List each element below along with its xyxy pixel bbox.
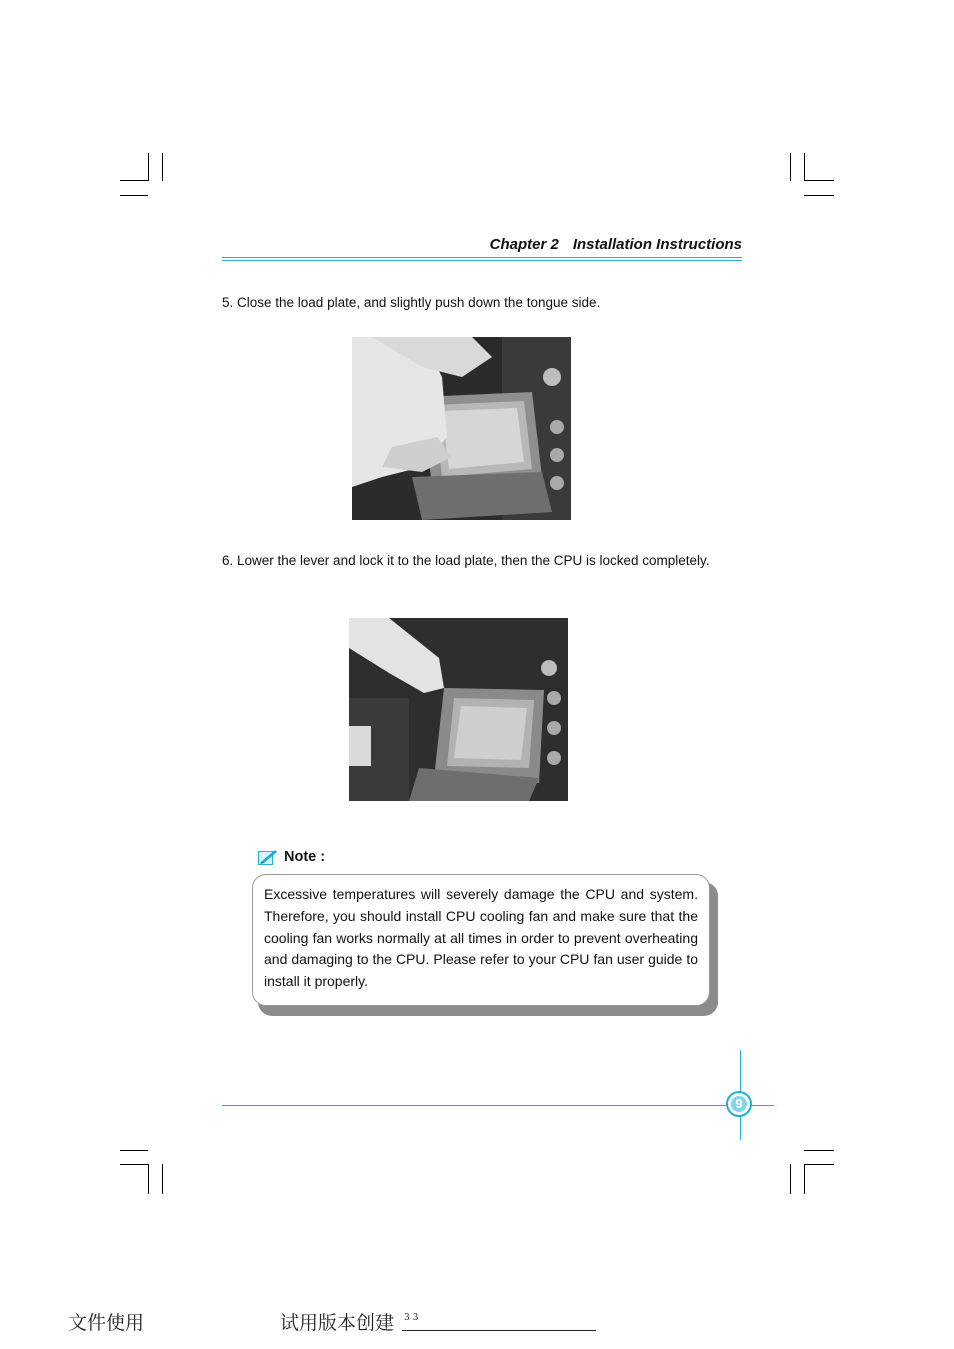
chapter-title: Installation Instructions: [572, 236, 742, 253]
note-heading: [258, 848, 325, 866]
crop-mark: [804, 1164, 834, 1165]
cpu-load-plate-photo: [352, 337, 571, 520]
header-rule: [222, 257, 742, 258]
step-5-text: 5. Close the load plate, and slightly push down the tongue side.: [222, 295, 601, 310]
cpu-lever-locked-illustration: [349, 618, 568, 801]
header-rule: [222, 260, 742, 261]
crop-mark: [790, 153, 791, 181]
note-body: Excessive temperatures will severely damage the CPU and system. Therefore, you should install CPU cooling fan and make sure that the cooling fan works normally at all times in order to prevent overheating and damaging to the CPU. Please refer to your CPU fan user guide to install it properly.: [264, 886, 698, 990]
step-6-text: 6. Lower the lever and lock it to the load plate, then the CPU is locked completely.: [222, 553, 710, 568]
crop-mark: [148, 153, 149, 181]
crop-mark: [120, 1150, 148, 1151]
watermark-superscript: 3 3: [404, 1313, 419, 1323]
crop-mark: [804, 180, 834, 181]
crop-mark: [790, 1164, 791, 1194]
watermark-underline: [402, 1330, 596, 1331]
watermark-left: 文件使用: [68, 1312, 145, 1334]
note-box: [252, 874, 710, 1006]
chapter-number: Chapter 2: [489, 236, 559, 253]
chapter-header: [222, 236, 742, 253]
page-number-badge: [726, 1091, 752, 1117]
crop-mark: [162, 1164, 163, 1194]
crop-mark: [120, 180, 148, 181]
note-pencil-icon: [258, 848, 278, 866]
cpu-lever-locked-photo: [349, 618, 568, 801]
cpu-load-plate-illustration: [352, 337, 571, 520]
crop-mark: [120, 1164, 148, 1165]
crop-mark: [804, 1150, 834, 1151]
crop-mark: [120, 195, 148, 196]
watermark-right: 试用版本创建: [280, 1312, 395, 1334]
page-number: 9: [731, 1096, 747, 1112]
crop-mark: [804, 1164, 805, 1194]
crop-mark: [162, 153, 163, 181]
crop-mark: [804, 153, 805, 181]
crop-mark: [148, 1164, 149, 1194]
footer-rule: [222, 1105, 774, 1106]
crop-mark: [804, 195, 834, 196]
note-label: Note :: [284, 849, 326, 865]
